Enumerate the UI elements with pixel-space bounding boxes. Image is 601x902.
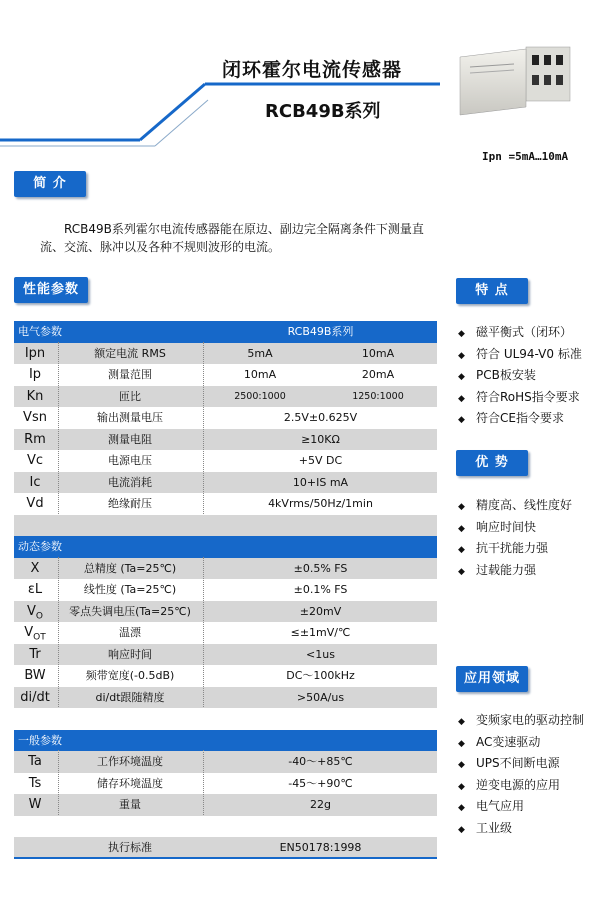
diamond-bullet-icon: ◆ — [458, 502, 465, 512]
list-item-text: 响应时间快 — [476, 519, 537, 534]
page-title: 闭环霍尔电流传感器 — [222, 59, 403, 81]
param-name: 电流消耗 — [108, 475, 152, 489]
param-value-5ma: 2500:1000 — [234, 390, 286, 402]
param-value: ±20mV — [299, 604, 342, 618]
param-value: ≤±1mV/℃ — [290, 626, 351, 639]
table-row — [14, 837, 437, 859]
section-label: 电气参数 — [18, 325, 62, 338]
param-symbol: Tr — [29, 646, 41, 662]
intro-tag: 简 介 — [14, 171, 86, 197]
application-item — [458, 818, 584, 840]
feature-item — [458, 322, 582, 344]
features-tag: 特 点 — [456, 278, 528, 304]
param-value: 22g — [310, 798, 331, 811]
list-item-text: 过载能力强 — [476, 562, 537, 577]
advantage-item — [458, 517, 572, 539]
list-item-text: UPS不间断电源 — [476, 756, 560, 771]
param-name: 额定电流 RMS — [94, 346, 166, 360]
param-value-5ma: 5mA — [247, 346, 273, 360]
param-value: DC～100kHz — [286, 669, 355, 682]
param-symbol: X — [30, 560, 40, 576]
table-divider — [203, 750, 204, 815]
section-header — [14, 536, 437, 558]
feature-item — [458, 365, 582, 387]
diamond-bullet-icon: ◆ — [458, 329, 465, 339]
ipn-range-label: Ipn =5mA…10mA — [482, 150, 569, 163]
table-row — [14, 493, 437, 515]
table-row — [14, 386, 437, 408]
param-name: 线性度 (Ta=25℃) — [83, 583, 177, 596]
intro-text: RCB49B系列霍尔电流传感器能在原边、副边完全隔离条件下测量直流、交流、脉冲以及各种不规则波形的电流。 — [40, 222, 424, 254]
table-row — [14, 751, 437, 773]
param-symbol: Vd — [26, 496, 44, 511]
list-item-text: 工业级 — [476, 820, 513, 835]
param-name: 响应时间 — [108, 647, 152, 661]
param-value: +5V DC — [298, 454, 343, 467]
param-value: ±0.1% FS — [293, 583, 348, 596]
application-item — [458, 710, 584, 732]
param-symbol: Kn — [26, 388, 44, 404]
diamond-bullet-icon: ◆ — [458, 523, 465, 534]
param-name: 频带宽度(-0.5dB) — [85, 669, 175, 682]
param-symbol: Vsn — [23, 410, 47, 425]
table-row — [14, 622, 437, 644]
param-symbol: Ta — [28, 754, 42, 769]
list-item-text: 逆变电源的应用 — [476, 777, 561, 792]
advantage-item — [458, 538, 572, 560]
feature-item — [458, 387, 582, 409]
list-item-text: 磁平衡式（闭环） — [476, 325, 573, 339]
param-symbol: Ic — [29, 474, 41, 490]
param-name: 重量 — [119, 798, 141, 811]
list-item-text: 符合CE指令要求 — [476, 411, 564, 426]
diamond-bullet-icon: ◆ — [458, 738, 465, 749]
table-bottom-rule — [14, 857, 437, 859]
list-item-text: 电气应用 — [476, 799, 525, 814]
param-value: 4kVrms/50Hz/1min — [268, 497, 373, 510]
diamond-bullet-icon: ◆ — [458, 545, 465, 556]
section-header — [14, 730, 437, 752]
param-name: 输出测量电压 — [97, 411, 163, 424]
diamond-bullet-icon: ◆ — [458, 803, 465, 814]
advantages-tag: 优 势 — [456, 450, 528, 476]
advantage-item — [458, 560, 572, 582]
table-blank-row — [14, 708, 437, 730]
param-name: 零点失调电压(Ta=25℃) — [69, 604, 191, 618]
param-name: 测量范围 — [108, 368, 152, 381]
application-item — [458, 732, 584, 754]
param-value: ±0.5% FS — [293, 561, 348, 575]
param-symbol: BW — [24, 668, 46, 683]
param-symbol: Ip — [28, 367, 42, 382]
param-value: EN50178:1998 — [279, 841, 362, 854]
param-value: ≥10KΩ — [301, 432, 340, 446]
table-row — [14, 429, 437, 451]
table-row — [14, 601, 437, 623]
param-symbol: Ts — [28, 775, 42, 791]
param-value-10ma: 1250:1000 — [352, 390, 404, 402]
param-name: 总精度 (Ta=25℃) — [83, 561, 177, 575]
applications-tag: 应用领域 — [456, 666, 528, 692]
diamond-bullet-icon: ◆ — [458, 415, 465, 426]
param-value-5ma: 10mA — [243, 368, 277, 381]
table-row — [14, 558, 437, 580]
diamond-bullet-icon: ◆ — [458, 760, 465, 771]
table-divider — [58, 342, 59, 514]
param-name: 储存环境温度 — [97, 776, 163, 790]
section-label: 动态参数 — [18, 540, 62, 553]
table-row — [14, 579, 437, 601]
param-name: 温漂 — [119, 626, 141, 639]
diamond-bullet-icon: ◆ — [458, 717, 465, 727]
param-name: 绝缘耐压 — [108, 497, 152, 510]
table-divider — [58, 557, 59, 707]
diamond-bullet-icon: ◆ — [458, 393, 465, 404]
param-symbol: εL — [27, 582, 43, 597]
param-symbol: $V_O$ — [27, 603, 43, 622]
application-item — [458, 796, 584, 818]
table-row — [14, 665, 437, 687]
diamond-bullet-icon: ◆ — [458, 781, 465, 792]
params-table — [14, 321, 437, 859]
list-item-text: PCB板安装 — [476, 368, 536, 383]
advantages-list — [458, 495, 572, 581]
feature-item — [458, 408, 582, 430]
table-row — [14, 343, 437, 365]
section-header — [14, 321, 437, 343]
table-blank-row — [14, 816, 437, 838]
diamond-bullet-icon: ◆ — [458, 566, 465, 577]
param-symbol: W — [28, 797, 42, 812]
param-name: 工作环境温度 — [97, 755, 163, 768]
list-item-text: AC变速驱动 — [476, 734, 541, 749]
param-value-10ma: 10mA — [361, 346, 395, 360]
feature-item — [458, 344, 582, 366]
diamond-bullet-icon: ◆ — [458, 372, 465, 383]
diamond-bullet-icon: ◆ — [458, 350, 465, 361]
applications-list — [458, 710, 584, 840]
table-row — [14, 773, 437, 795]
param-symbol: Vc — [26, 453, 44, 468]
table-divider — [203, 557, 204, 707]
param-symbol: $V_{OT}$ — [24, 625, 46, 643]
param-value: -45～+90℃ — [288, 776, 353, 790]
param-symbol: Rm — [24, 431, 46, 447]
table-row — [14, 450, 437, 472]
table-divider — [203, 342, 204, 514]
list-item-text: 符合RoHS指令要求 — [476, 389, 580, 404]
param-symbol: di/dt — [20, 689, 50, 705]
param-value: >50A/us — [296, 690, 345, 704]
sensor-product-image — [456, 45, 576, 117]
param-value: 10+IS mA — [292, 475, 349, 489]
page-subtitle: RCB49B系列 — [265, 101, 381, 122]
table-row — [14, 407, 437, 429]
param-name: 执行标准 — [108, 841, 152, 854]
param-name: 测量电阻 — [108, 432, 152, 446]
param-value: 2.5V±0.625V — [283, 411, 358, 424]
table-row — [14, 364, 437, 386]
table-row — [14, 794, 437, 816]
param-name: 匝比 — [119, 389, 141, 403]
advantage-item — [458, 495, 572, 517]
table-divider — [58, 750, 59, 815]
application-item — [458, 775, 584, 797]
section-series-label: RCB49B系列 — [287, 325, 354, 338]
params-tag: 性能参数 — [14, 277, 88, 303]
features-list — [458, 322, 582, 430]
application-item — [458, 753, 584, 775]
section-label: 一般参数 — [18, 733, 62, 747]
param-value: -40～+85℃ — [288, 755, 353, 768]
param-name: 电源电压 — [108, 454, 152, 467]
list-item-text: 变频家电的驱动控制 — [476, 713, 585, 727]
table-blank-row — [14, 515, 437, 537]
param-symbol: Ipn — [24, 345, 46, 361]
table-row — [14, 472, 437, 494]
param-name: di/dt跟随精度 — [95, 690, 165, 704]
table-row — [14, 687, 437, 709]
param-value: <1us — [306, 647, 335, 661]
param-value-10ma: 20mA — [361, 368, 395, 381]
list-item-text: 抗干扰能力强 — [476, 541, 549, 556]
diamond-bullet-icon: ◆ — [458, 824, 465, 835]
table-row — [14, 644, 437, 666]
list-item-text: 符合 UL94-V0 标准 — [476, 346, 582, 361]
list-item-text: 精度高、线性度好 — [476, 498, 573, 512]
